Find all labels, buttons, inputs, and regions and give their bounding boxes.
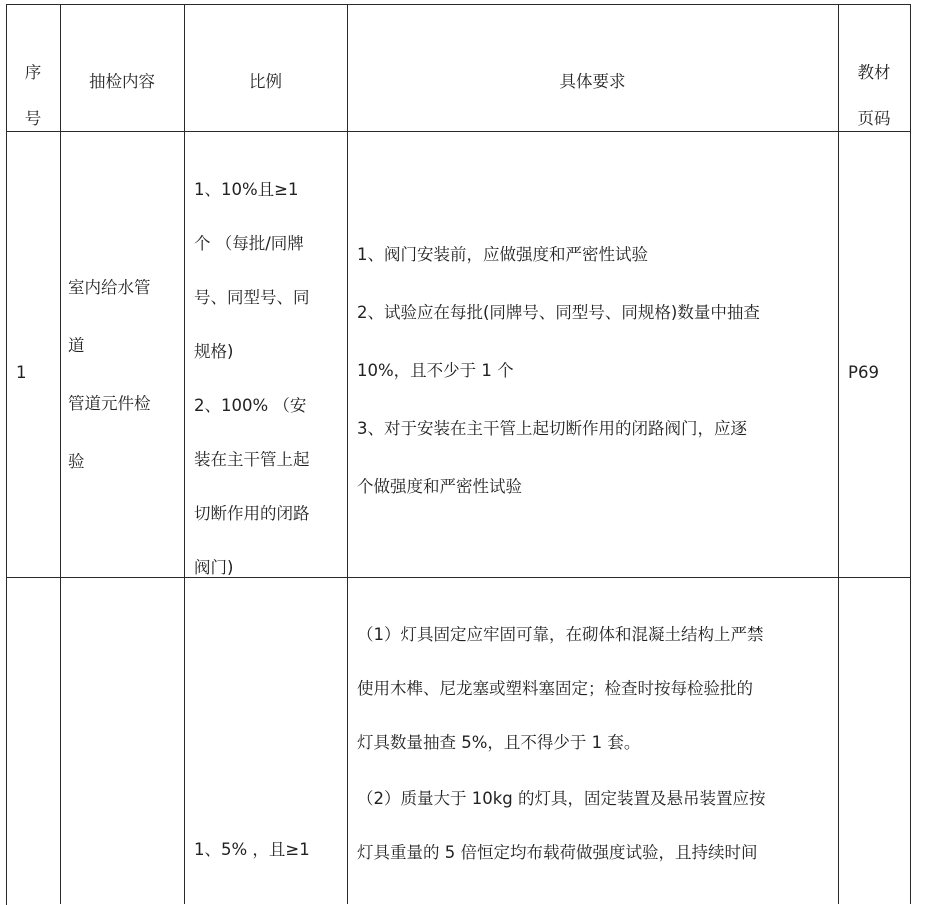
row1-ratio — [194, 176, 342, 608]
requirement-line: 3、对于安装在主干管上起切断作用的闭路阀门，应逐 — [357, 419, 747, 438]
header-page-line: 页码 — [857, 109, 891, 128]
row1-requirements — [357, 241, 833, 531]
column-divider — [60, 4, 61, 904]
ratio-line: 2、100% （安 — [194, 396, 307, 415]
requirement-line: 灯具数量抽查 5%，且不得少于 1 套。 — [357, 733, 641, 752]
content-line: 验 — [68, 452, 85, 471]
requirement-line: 个做强度和严密性试验 — [357, 477, 522, 496]
ratio-line: 个 （每批/同牌 — [194, 234, 304, 253]
column-divider — [347, 4, 348, 904]
header-ratio: 比例 — [249, 72, 282, 91]
requirement-line: （2）质量大于 10kg 的灯具，固定装置及悬吊装置应按 — [357, 789, 766, 808]
requirement-line: （1）灯具固定应牢固可靠，在砌体和混凝土结构上严禁 — [357, 625, 764, 644]
content-line: 道 — [68, 336, 85, 355]
ratio-line: 规格) — [194, 342, 234, 361]
requirement-line: 10%，且不少于 1 个 — [357, 361, 514, 380]
requirement-line: 1、阀门安装前，应做强度和严密性试验 — [357, 245, 648, 264]
row1-page: P69 — [848, 363, 879, 382]
header-seq-line: 号 — [24, 109, 42, 128]
content-line: 室内给水管 — [68, 278, 151, 297]
header-requirements: 具体要求 — [559, 72, 626, 91]
ratio-line: 1、10%且≥1 — [194, 180, 299, 199]
ratio-line: 阀门) — [194, 558, 234, 577]
row-divider — [6, 131, 910, 132]
header-page — [838, 50, 910, 142]
row-divider — [6, 577, 910, 578]
column-divider — [910, 4, 911, 904]
header-seq — [6, 50, 60, 142]
row2-requirements — [357, 621, 833, 893]
requirement-line: 使用木榫、尼龙塞或塑料塞固定；检查时按每检验批的 — [357, 679, 753, 698]
header-seq-line: 序 — [24, 63, 42, 82]
row1-content — [68, 271, 182, 503]
ratio-line: 号、同型号、同 — [194, 288, 310, 307]
requirement-line: 2、试验应在每批(同牌号、同型号、同规格)数量中抽查 — [357, 303, 760, 322]
row1-seq: 1 — [16, 363, 27, 382]
ratio-line: 装在主干管上起 — [194, 450, 310, 469]
row2-ratio: 1、5% ，且≥1 — [194, 840, 310, 859]
content-line: 管道元件检 — [68, 394, 151, 413]
column-divider — [184, 4, 185, 904]
ratio-line: 切断作用的闭路 — [194, 504, 310, 523]
requirement-line: 灯具重量的 5 倍恒定均布载荷做强度试验，且持续时间 — [357, 843, 758, 862]
header-content: 抽检内容 — [89, 72, 155, 91]
header-page-line: 教材 — [857, 63, 891, 82]
